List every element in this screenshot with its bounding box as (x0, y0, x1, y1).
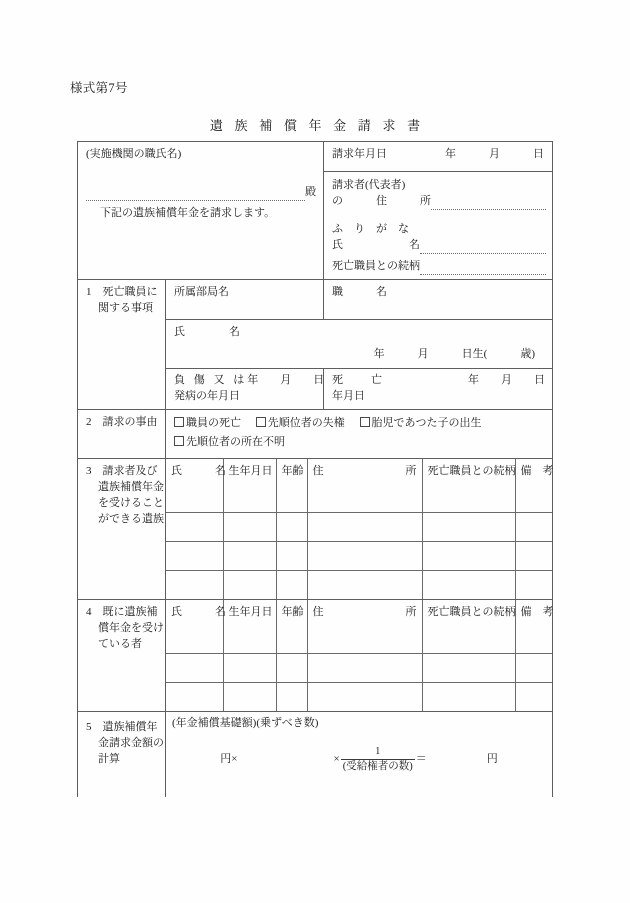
cell-name[interactable] (166, 625, 223, 654)
checkbox-item-prior-forfeiture[interactable] (256, 416, 345, 432)
table-row[interactable] (166, 625, 552, 654)
cell-age[interactable] (276, 654, 307, 683)
cell-name[interactable] (166, 571, 223, 600)
section-4-label-line-1: 4 既に遺族補 (86, 606, 158, 619)
formula-fraction-numerator: 1 (375, 746, 381, 758)
cell-remarks[interactable] (515, 484, 552, 513)
death-date-cell[interactable] (324, 368, 553, 410)
cell-age[interactable] (276, 683, 307, 712)
agency-label: (実施機関の職氏名) (86, 148, 182, 160)
claimant-cell (324, 142, 553, 280)
section-3-row (78, 459, 553, 600)
table-row[interactable] (166, 513, 552, 542)
section-3-grid-cell (166, 459, 553, 600)
col-header-address (307, 600, 422, 625)
injury-label-line-2: 発病の年月日 (174, 389, 240, 402)
section-1-label-line-2: 関する事項 (98, 301, 153, 314)
col-header-address-left: 住 (312, 605, 324, 618)
cell-age[interactable] (276, 513, 307, 542)
col-header-relation: 死亡職員との続柄 (422, 600, 515, 625)
injury-label-line-1: 負 傷 又 は (174, 373, 248, 386)
col-header-remarks: 備 考 (520, 605, 554, 618)
section-4-label-line-3: ている者 (98, 638, 142, 651)
cell-address[interactable] (307, 625, 422, 654)
calculation-head-label: (年金補償基礎額)(乗ずべき数) (172, 717, 319, 730)
section-5-label (78, 712, 166, 798)
col-header-address-left: 住 (312, 464, 324, 477)
table-row[interactable] (166, 654, 552, 683)
department-cell[interactable] (166, 279, 324, 319)
section-4-label (78, 600, 166, 712)
cell-relation[interactable] (422, 542, 515, 571)
checkbox-item-employee-death[interactable] (174, 416, 241, 432)
section-3-label-line-4: ができる遺族 (98, 513, 164, 526)
page-title: 遺 族 補 償 年 金 請 求 書 (209, 118, 425, 133)
table-row[interactable] (166, 484, 552, 513)
cell-relation[interactable] (422, 625, 515, 654)
formula-fraction (341, 746, 415, 773)
col-header-age: 年齢 (276, 459, 307, 484)
agency-name-line[interactable] (86, 185, 316, 201)
existing-recipients-table (166, 600, 552, 711)
col-header-relation: 死亡職員との続柄 (422, 459, 515, 484)
checkbox-label-0: 職員の死亡 (186, 417, 241, 430)
col-header-address-right: 所 (405, 464, 417, 477)
table-row[interactable] (166, 542, 552, 571)
claimant-address-label: の 住 所 (332, 194, 431, 207)
section-1-label-line-1: 1 死亡職員に (86, 285, 158, 298)
deceased-birth-value[interactable]: 年 月 日生( 歳) (373, 347, 535, 360)
checkbox-item-prior-whereabouts-unknown[interactable] (174, 435, 285, 451)
formula-times-sign: × (333, 752, 340, 765)
cell-address[interactable] (307, 654, 422, 683)
cell-birthdate[interactable] (223, 484, 276, 513)
checkbox-label-3: 先順位者の所在不明 (186, 436, 285, 449)
claimant-address-line[interactable] (332, 194, 546, 210)
death-date-value[interactable]: 年 月 日 (468, 373, 545, 386)
section-2-row (78, 410, 553, 459)
cell-relation[interactable] (422, 513, 515, 542)
claimant-label-line1: 請求者(代表者) (332, 179, 406, 191)
deceased-name-cell[interactable] (166, 319, 553, 368)
cell-remarks[interactable] (515, 542, 552, 571)
col-header-birthdate: 生年月日 (223, 600, 276, 625)
cell-address[interactable] (307, 513, 422, 542)
reason-cell (166, 410, 553, 459)
section-4-grid-cell (166, 600, 553, 712)
death-label-line-1: 死 亡 (332, 373, 384, 386)
cell-remarks[interactable] (515, 513, 552, 542)
cell-name[interactable] (166, 542, 223, 571)
cell-birthdate[interactable] (223, 683, 276, 712)
section-5-label-line-2: 金請求金額の (98, 737, 164, 750)
cell-birthdate[interactable] (223, 654, 276, 683)
col-header-address (307, 459, 422, 484)
claimant-relation-input[interactable] (420, 263, 546, 275)
agency-cell (78, 142, 324, 280)
cell-birthdate[interactable] (223, 513, 276, 542)
col-header-remarks: 備 考 (520, 464, 554, 477)
claim-date-row (324, 142, 552, 172)
claimant-name-label: 氏 名 (332, 238, 420, 251)
cell-age[interactable] (276, 571, 307, 600)
cell-name[interactable] (166, 683, 223, 712)
survivors-table-header (166, 459, 552, 484)
section-2-label-line-1: 2 請求の事由 (86, 416, 158, 429)
section-5-label-line-3: 計算 (98, 753, 120, 766)
cell-remarks[interactable] (515, 625, 552, 654)
cell-remarks[interactable] (515, 683, 552, 712)
cell-name[interactable] (166, 654, 223, 683)
section-5-label-line-1: 5 遺族補償年 (86, 721, 158, 734)
section-3-label-line-3: を受けること (98, 497, 164, 510)
claim-form-table (77, 141, 553, 797)
claimant-relation-label: 死亡職員との続柄 (332, 259, 420, 272)
col-header-name: 氏 名 (166, 600, 223, 625)
checkbox-icon[interactable] (174, 417, 184, 427)
formula-fraction-denominator: (受給権者の数) (342, 760, 413, 772)
cell-address[interactable] (307, 683, 422, 712)
section-3-label-line-2: 遺族補償年金 (98, 481, 164, 494)
checkbox-label-2: 胎児であつた子の出生 (371, 417, 482, 430)
honorific: 殿 (305, 185, 316, 198)
survivors-table (166, 459, 552, 599)
checkbox-icon[interactable] (174, 436, 184, 446)
section-4-row (78, 600, 553, 712)
claim-date-value[interactable]: 年 月 日 (445, 148, 544, 160)
agency-name-input[interactable] (86, 189, 305, 201)
section-1-label (78, 279, 166, 410)
form-number: 様式第7号 (70, 81, 128, 95)
position-label: 職 名 (332, 285, 387, 298)
cell-address[interactable] (307, 571, 422, 600)
cell-birthdate[interactable] (223, 571, 276, 600)
cell-address[interactable] (307, 542, 422, 571)
cell-name[interactable] (166, 484, 223, 513)
department-label: 所属部局名 (174, 285, 229, 298)
deceased-name-label: 氏 名 (174, 325, 240, 338)
cell-relation[interactable] (422, 484, 515, 513)
death-label-line-2: 年月日 (332, 389, 365, 402)
cell-age[interactable] (276, 484, 307, 513)
claim-statement: 下記の遺族補償年金を請求します。 (100, 206, 276, 219)
injury-date-cell[interactable] (166, 368, 324, 410)
cell-age[interactable] (276, 625, 307, 654)
section-1-row-department (78, 279, 553, 319)
claimant-address-input[interactable] (431, 198, 546, 210)
cell-remarks[interactable] (515, 571, 552, 600)
checkbox-label-1: 先順位者の失権 (267, 417, 345, 430)
col-header-name: 氏 名 (166, 459, 223, 484)
claimant-details (324, 172, 552, 279)
furigana-label: ふ り が な (332, 222, 409, 235)
calculation-formula[interactable] (166, 732, 552, 781)
existing-recipients-table-header (166, 600, 552, 625)
claimant-name-line[interactable] (332, 238, 546, 254)
section-3-label (78, 459, 166, 600)
header-row (78, 142, 553, 280)
cell-birthdate[interactable] (223, 542, 276, 571)
claim-date-label: 請求年月日 (332, 148, 387, 160)
cell-relation[interactable] (422, 571, 515, 600)
col-header-address-right: 所 (405, 605, 417, 618)
formula-yen-multiply: 円× (220, 752, 238, 765)
section-2-label (78, 410, 166, 459)
formula-equals-sign: ＝ (415, 752, 427, 765)
checkbox-item-unborn-child-birth[interactable] (360, 416, 482, 432)
cell-name[interactable] (166, 513, 223, 542)
claimant-relation-line[interactable] (332, 259, 546, 275)
injury-date-value[interactable]: 年 月 日 (247, 373, 325, 386)
cell-age[interactable] (276, 542, 307, 571)
position-cell[interactable] (324, 279, 553, 319)
calculation-cell (166, 712, 553, 798)
col-header-birthdate: 生年月日 (223, 459, 276, 484)
checkbox-icon[interactable] (256, 417, 266, 427)
section-5-row (78, 712, 553, 798)
cell-birthdate[interactable] (223, 625, 276, 654)
table-row[interactable] (166, 571, 552, 600)
table-row[interactable] (166, 683, 552, 712)
cell-relation[interactable] (422, 683, 515, 712)
section-4-label-line-2: 償年金を受け (98, 622, 164, 635)
cell-remarks[interactable] (515, 654, 552, 683)
formula-result-unit: 円 (486, 752, 498, 765)
col-header-age: 年齢 (276, 600, 307, 625)
cell-relation[interactable] (422, 654, 515, 683)
cell-address[interactable] (307, 484, 422, 513)
claimant-name-input[interactable] (420, 242, 546, 254)
section-3-label-line-1: 3 請求者及び (86, 465, 158, 478)
checkbox-icon[interactable] (360, 417, 370, 427)
